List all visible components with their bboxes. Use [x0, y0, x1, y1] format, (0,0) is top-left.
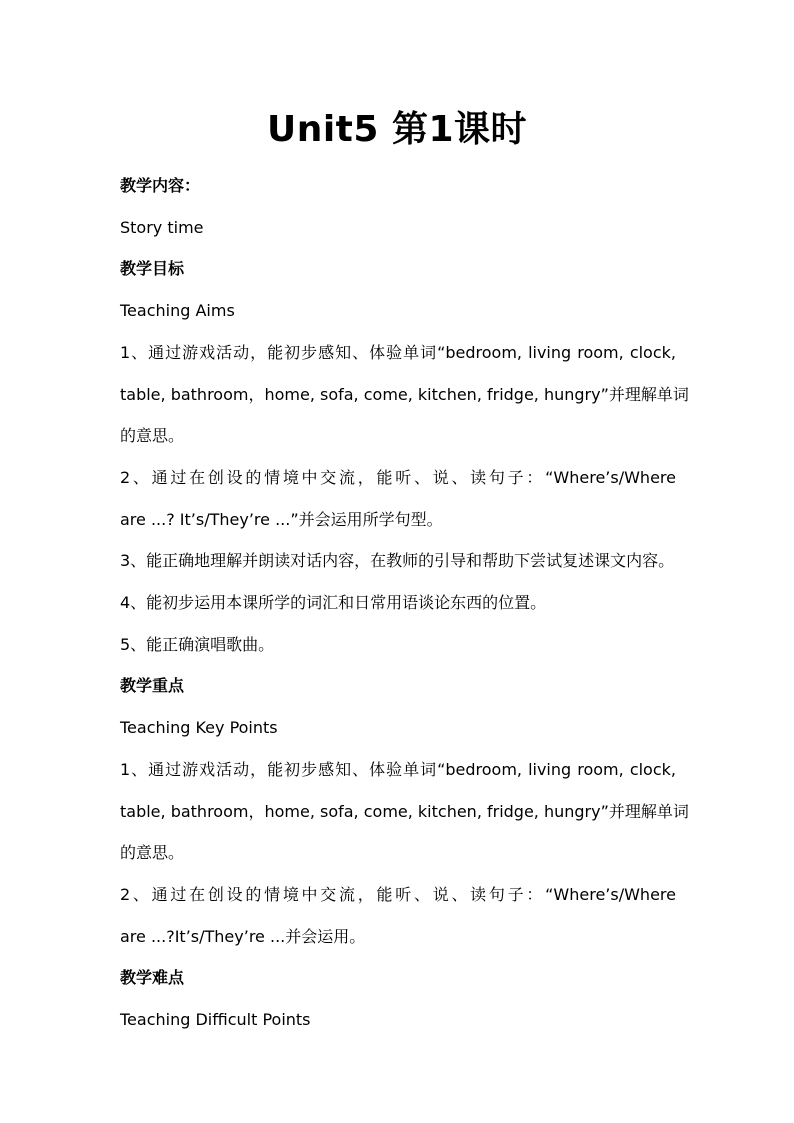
- key-item-2-line-2: are ...?It’s/They’re ...并会运用。: [120, 926, 366, 946]
- section-heading-content: 教学内容：: [120, 176, 201, 195]
- aims-item-3: 3、能正确地理解并朗读对话内容，在教师的引导和帮助下尝试复述课文内容。: [120, 551, 675, 571]
- aims-item-1-line-1: 1、通过游戏活动，能初步感知、体验单词“bedroom, living room, clock,: [120, 342, 676, 362]
- aims-item-2-line-2: are ...? It’s/They’re ...”并会运用所学句型。: [120, 509, 443, 529]
- content-text: Story time: [120, 217, 204, 237]
- aims-item-1-line-2: table, bathroom，home, sofa, come, kitchen, fridge, hungry”并理解单词: [120, 384, 689, 404]
- page-title: Unit5 第1课时: [266, 109, 528, 150]
- aims-item-1-line-3: 的意思。: [120, 426, 185, 446]
- aims-item-4: 4、能初步运用本课所学的词汇和日常用语谈论东西的位置。: [120, 593, 547, 613]
- key-item-1-line-2: table, bathroom，home, sofa, come, kitchen, fridge, hungry”并理解单词: [120, 801, 689, 821]
- key-item-2-line-1: 2、通过在创设的情境中交流，能听、说、读句子：“Where’s/Where: [120, 884, 676, 904]
- aims-english-heading: Teaching Aims: [120, 301, 235, 321]
- section-heading-key-points: 教学重点: [120, 676, 185, 696]
- key-points-english-heading: Teaching Key Points: [120, 718, 278, 738]
- difficult-points-english-heading: Teaching Difficult Points: [120, 1010, 311, 1030]
- aims-item-2-line-1: 2、通过在创设的情境中交流，能听、说、读句子：“Where’s/Where: [120, 467, 676, 487]
- key-item-1-line-1: 1、通过游戏活动，能初步感知、体验单词“bedroom, living room, clock,: [120, 759, 676, 779]
- section-heading-difficult-points: 教学难点: [120, 968, 185, 988]
- document-body: [120, 165, 689, 1041]
- section-heading-aims: 教学目标: [120, 259, 185, 279]
- key-item-1-line-3: 的意思。: [120, 843, 185, 863]
- aims-item-5: 5、能正确演唱歌曲。: [120, 634, 275, 654]
